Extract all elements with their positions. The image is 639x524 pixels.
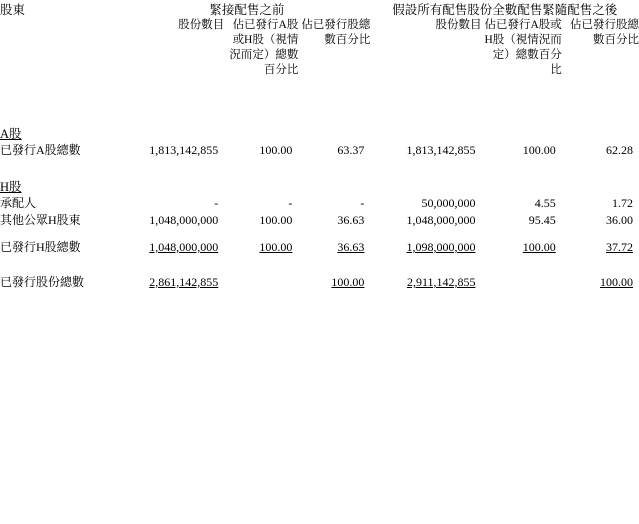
spacer-cell [0, 229, 639, 239]
row-after-shares: 1,048,000,000 [406, 213, 476, 227]
section-header-a-shares [0, 124, 639, 142]
row-after-pct-class: 95.45 [528, 213, 556, 227]
row-before-pct-class: 100.00 [259, 213, 293, 227]
row-before-shares: - [214, 196, 219, 210]
spacer [0, 256, 639, 274]
spacer [0, 159, 639, 177]
subheader-after-pct-total: 佔已發行股總數百分比 [570, 19, 639, 46]
table-row [0, 195, 639, 212]
row-after-pct-total: 37.72 [606, 240, 633, 254]
header-shareholder: 股東 [0, 3, 26, 17]
table-row [0, 212, 639, 229]
table-row [0, 142, 639, 159]
table-row [0, 239, 639, 256]
subheader-before-pct-class: 佔已發行A股或H股（視情況而定）總數百分比 [229, 19, 299, 76]
subheader-after-pct-class: 佔已發行A股或H股（視情況而定）總數百分比 [484, 19, 562, 76]
row-after-shares: 50,000,000 [421, 196, 476, 210]
total-before-pct-class [224, 274, 298, 291]
row-before-shares: 1,048,000,000 [149, 213, 219, 227]
header-group-before: 緊接配售之前 [209, 3, 285, 17]
row-after-shares: 1,098,000,000 [406, 240, 476, 254]
section-label-h: H股 [0, 180, 22, 194]
row-label: 已發行A股總數 [0, 143, 81, 157]
row-after-pct-class: 4.55 [534, 196, 556, 210]
total-before-shares: 2,861,142,855 [149, 275, 219, 289]
section-label-a: A股 [0, 127, 22, 141]
row-after-pct-class: 100.00 [522, 240, 556, 254]
row-label: 承配人 [0, 196, 37, 210]
row-before-pct-total: - [360, 196, 365, 210]
total-before-pct-total: 100.00 [331, 275, 365, 289]
row-after-pct-class: 100.00 [522, 143, 556, 157]
section-header-h-shares [0, 177, 639, 195]
row-before-pct-class: - [288, 196, 293, 210]
total-label: 已發行股份總數 [0, 275, 85, 289]
row-after-pct-total: 36.00 [606, 213, 633, 227]
spacer-cell [0, 159, 639, 177]
total-after-pct-total: 100.00 [600, 275, 633, 289]
header-group-after: 假設所有配售股份全數配售緊隨配售之後 [392, 3, 618, 17]
row-before-shares: 1,813,142,855 [149, 143, 219, 157]
row-label: 其他公眾H股東 [0, 213, 81, 227]
row-before-shares: 1,048,000,000 [149, 240, 219, 254]
row-after-pct-total: 62.28 [606, 143, 633, 157]
row-label: 已發行H股總數 [0, 240, 81, 254]
row-after-pct-total: 1.72 [612, 196, 633, 210]
row-after-shares: 1,813,142,855 [406, 143, 476, 157]
spacer [0, 229, 639, 239]
subheader-before-shares: 股份數目 [178, 19, 225, 31]
total-after-pct-class [482, 274, 562, 291]
spacer [0, 78, 639, 124]
subheader-blank [0, 18, 123, 78]
row-before-pct-total: 36.63 [337, 213, 365, 227]
subheader-before-pct-total: 佔已發行股總數百分比 [301, 19, 371, 46]
spacer-cell [0, 256, 639, 274]
total-after-shares: 2,911,142,855 [406, 275, 476, 289]
row-before-pct-class: 100.00 [259, 240, 293, 254]
row-before-pct-total: 63.37 [337, 143, 365, 157]
table-total-row [0, 274, 639, 291]
table-subheader-row [0, 18, 639, 78]
row-before-pct-class: 100.00 [259, 143, 293, 157]
table-header-row [0, 0, 639, 18]
row-before-pct-total: 36.63 [337, 240, 365, 254]
subheader-after-shares: 股份數目 [435, 19, 482, 31]
spacer-cell [0, 78, 639, 124]
